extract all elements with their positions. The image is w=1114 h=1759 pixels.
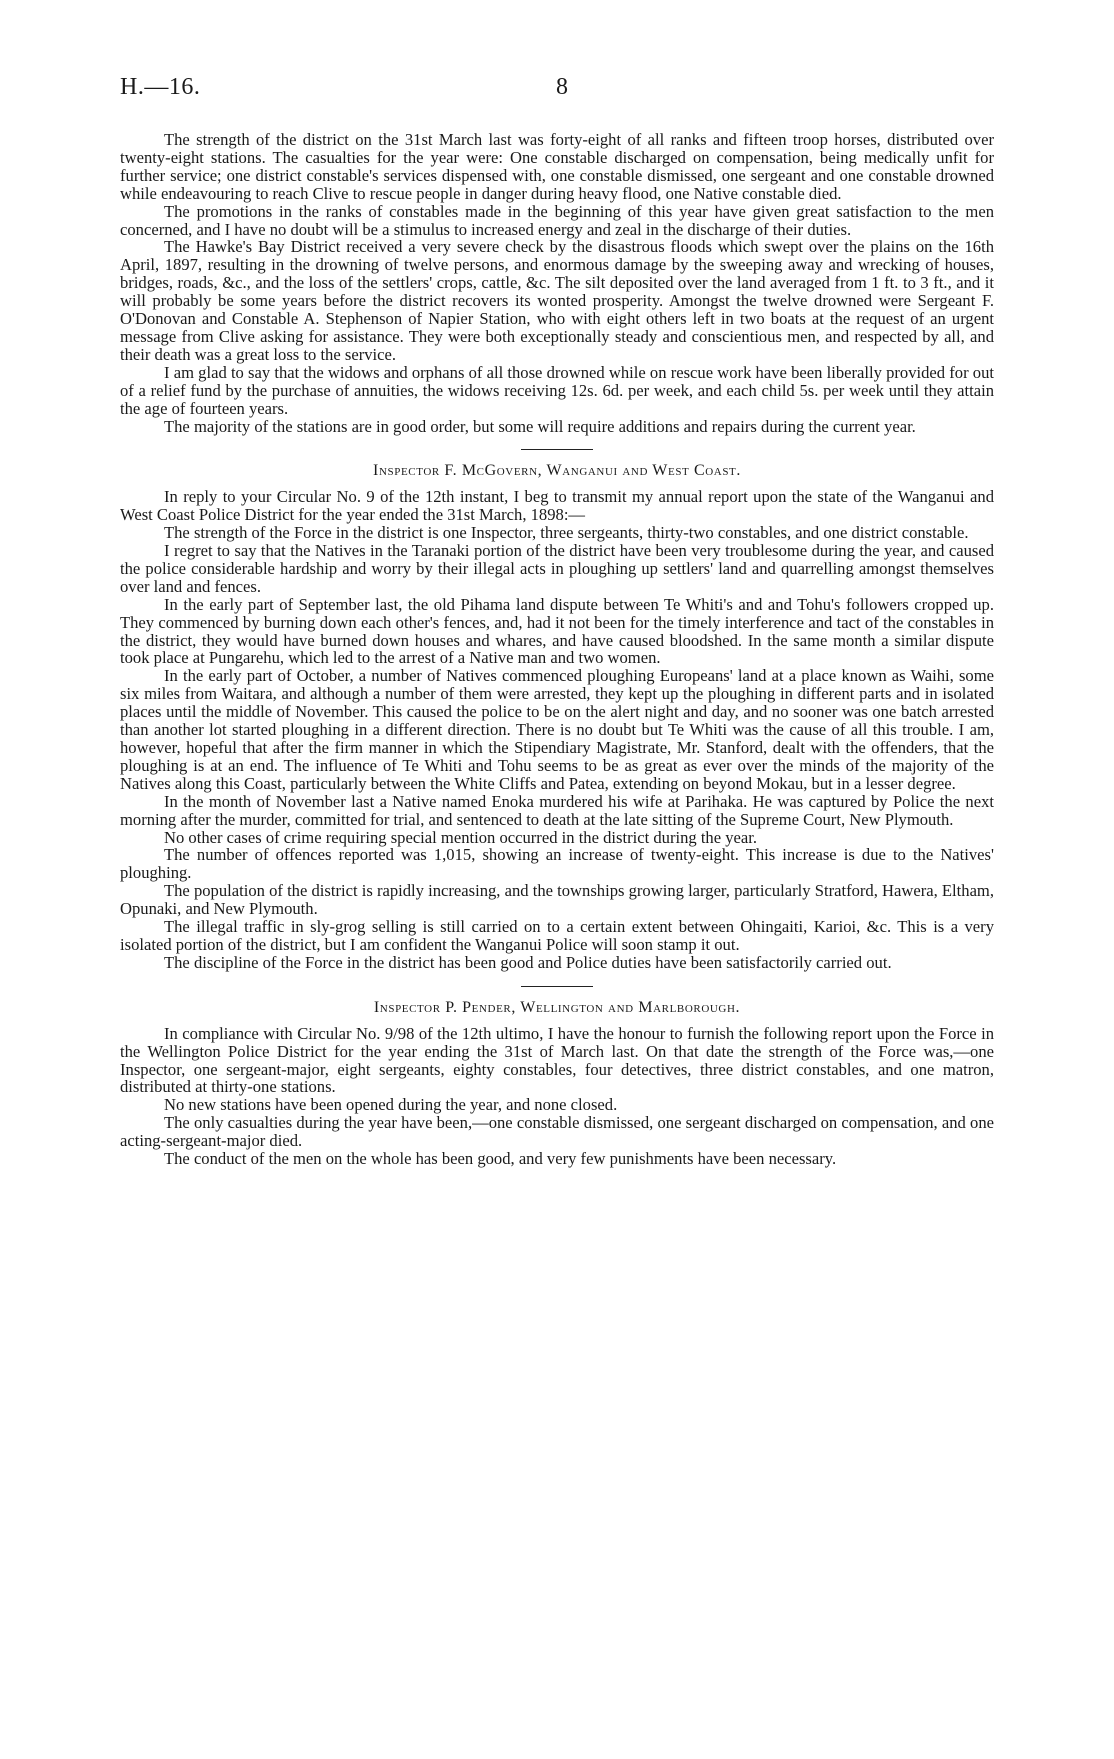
section-divider: [521, 986, 593, 987]
paragraph: The conduct of the men on the whole has been good, and very few punishments have been necessary.: [164, 1149, 837, 1169]
document-body: [120, 131, 994, 1168]
paragraph: The promotions in the ranks of constables made in the beginning of this year have given great satisfaction to the men concerned, and I have no doubt will be a stimulus to increased energy and zeal in the discharge of their duties.: [120, 201, 994, 239]
section-heading: Inspector F. McGovern, Wanganui and West Coast.: [373, 462, 741, 480]
paragraph: In reply to your Circular No. 9 of the 12th instant, I beg to transmit my annual report upon the state of the Wanganui and West Coast Police District for the year ended the 31st March, 1898:—: [120, 487, 994, 525]
paragraph: In compliance with Circular No. 9/98 of the 12th ultimo, I have the honour to furnish the following report upon the Force in the Wellington Police District for the year ending the 31st of March last. On that date the strength of the Force was,—one Inspector, one sergeant-major, eight sergeants, eighty constables, four detectives, three district constables, and one matron, distributed at thirty-one stations.: [120, 1023, 994, 1097]
paragraph: I regret to say that the Natives in the Taranaki portion of the district have been very troublesome during the year, and caused the police considerable hardship and worry by their illegal acts in ploughing up settlers' land and quarrelling amongst themselves over land and fences.: [120, 541, 994, 596]
paragraph: The illegal traffic in sly-grog selling is still carried on to a certain extent between Ohingaiti, Karioi, &c. This is a very isolated portion of the district, but I am confident the Wanganui Police will soon stamp it out.: [120, 917, 994, 954]
paragraph: The majority of the stations are in good order, but some will require additions and repairs during the current year.: [164, 416, 916, 436]
section-heading: Inspector P. Pender, Wellington and Marlborough.: [373, 998, 741, 1016]
section-wellington: [120, 999, 994, 1168]
paragraph: No other cases of crime requiring special mention occurred in the district during the year.: [164, 827, 758, 847]
paragraph: I am glad to say that the widows and orphans of all those drowned while on rescue work have been liberally provided for out of a relief fund by the purchase of annuities, the widows receiving 12s. 6d. per week, and each child 5s. per week until they attain the age of fourteen years.: [120, 362, 994, 418]
paragraph: The Hawke's Bay District received a very severe check by the disastrous floods which swept over the plains on the 16th April, 1897, resulting in the drowning of twelve persons, and enormous damage by the sweeping away and wrecking of houses, bridges, roads, &c., and the loss of the settlers' crops, cattle, &c. The silt deposited over the land averaged from 1 ft. to 3 ft., and it will probably be some years before the district recovers its wonted prosperity. Amongst the twelve drowned were Sergeant F. O'Donovan and Constable A. Stephenson of Napier Station, who with eight others left in two boats at the request of an urgent message from Clive asking for assistance. They were both exceptionally steady and conscientious men, and respected by all, and their death was a great loss to the service.: [120, 237, 994, 364]
document-reference: H.—16.: [120, 74, 201, 100]
page-header: [120, 74, 994, 104]
section-wanganui: [120, 462, 994, 971]
paragraph: The strength of the district on the 31st March last was forty-eight of all ranks and fifteen troop horses, distributed over twenty-eight stations. The casualties for the year were: One constable discharged on compensation, being medically unfit for further service; one district constable's services dispensed with, one constable dismissed, one sergeant and one constable drowned while endeavouring to reach Clive to rescue people in danger during heavy flood, one Native constable died.: [120, 130, 994, 203]
paragraph: In the early part of October, a number of Natives commenced ploughing Europeans' land at a place known as Waihi, some six miles from Waitara, and although a number of them were arrested, they kept up the ploughing in different parts and in isolated places until the middle of November. This caused the police to be on the alert night and day, and no sooner was one batch arrested than another lot started ploughing in a different direction. There is no doubt but Te Whiti was the cause of all this trouble. I am, however, hopeful that after the firm manner in which the Stipendiary Magistrate, Mr. Stanford, dealt with the offenders, that the ploughing is at an end. The influence of Te Whiti and Tohu seems to be as great as ever over the minds of the majority of the Natives along this Coast, particularly between the White Cliffs and Patea, extending on beyond Mokau, but in a lesser degree.: [120, 666, 994, 793]
section-divider: [521, 449, 593, 450]
section-hawkes-bay: [120, 131, 994, 435]
paragraph: No new stations have been opened during the year, and none closed.: [164, 1095, 618, 1115]
paragraph: The population of the district is rapidly increasing, and the townships growing larger, particularly Stratford, Hawera, Eltham, Opunaki, and New Plymouth.: [120, 881, 994, 919]
paragraph: In the month of November last a Native named Enoka murdered his wife at Parihaka. He was captured by Police the next morning after the murder, committed for trial, and sentenced to death at the late sitting of the Supreme Court, New Plymouth.: [120, 791, 994, 829]
paragraph: The only casualties during the year have been,—one constable dismissed, one sergeant discharged on compensation, and one acting-sergeant-major died.: [120, 1113, 994, 1151]
paragraph: The strength of the Force in the district is one Inspector, three sergeants, thirty-two constables, and one district constable.: [164, 523, 969, 543]
paragraph: The number of offences reported was 1,015, showing an increase of twenty-eight. This increase is due to the Natives' ploughing.: [120, 845, 994, 883]
paragraph: In the early part of September last, the old Pihama land dispute between Te Whiti's and and Tohu's followers cropped up. They commenced by burning down each other's fences, and, had it not been for the timely interference and tact of the constables in the district, they would have burned down houses and whares, and have caused bloodshed. In the same month a similar dispute took place at Pungarehu, which led to the arrest of a Native man and two women.: [120, 594, 994, 668]
paragraph: The discipline of the Force in the district has been good and Police duties have been satisfactorily carried out.: [164, 952, 892, 972]
page-number: 8: [556, 74, 568, 100]
